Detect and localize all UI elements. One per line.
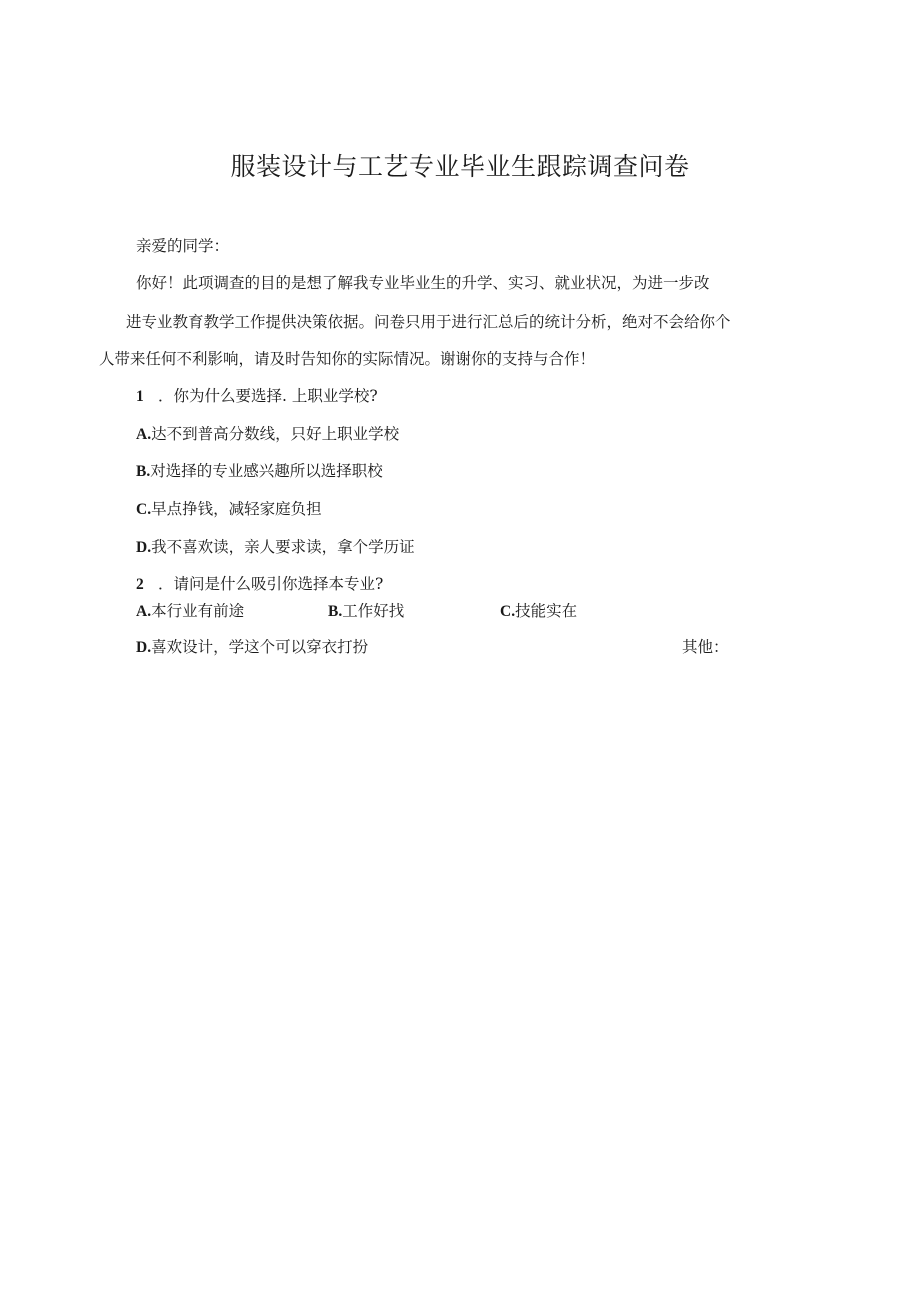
page-title: 服装设计与工艺专业毕业生跟踪调查问卷 xyxy=(230,152,690,181)
option-text: 早点挣钱，减轻家庭负担 xyxy=(151,500,322,518)
question-1 xyxy=(136,386,378,407)
question-1-option-a[interactable] xyxy=(136,424,399,445)
intro-line-1: 你好！此项调查的目的是想了解我专业毕业生的升学、实习、就业状况，为进一步改 xyxy=(136,274,710,292)
intro-line-2: 进专业教育教学工作提供决策依据。问卷只用于进行汇总后的统计分析，绝对不会给你个 xyxy=(126,313,731,331)
option-letter: C. xyxy=(500,603,516,620)
option-letter: A. xyxy=(136,603,152,620)
intro-line-3: 人带来任何不利影响，请及时告知你的实际情况。谢谢你的支持与合作！ xyxy=(99,350,596,368)
option-text: 工作好找 xyxy=(342,602,405,620)
question-2-other-field[interactable]: 其他： xyxy=(682,638,729,656)
question-2-option-c[interactable] xyxy=(500,601,577,622)
option-letter: C. xyxy=(136,501,152,518)
question-1-number: 1 xyxy=(136,388,144,405)
question-1-option-d[interactable] xyxy=(136,537,415,558)
question-1-option-c[interactable] xyxy=(136,499,322,520)
question-2-option-b[interactable] xyxy=(328,601,404,622)
option-text: 达不到普高分数线，只好上职业学校 xyxy=(151,425,400,443)
option-letter: A. xyxy=(136,426,152,443)
question-2 xyxy=(136,574,383,595)
option-letter: B. xyxy=(136,463,151,480)
option-letter: B. xyxy=(328,603,343,620)
option-text: 技能实在 xyxy=(515,602,578,620)
option-text: 对选择的专业感兴趣所以选择职校 xyxy=(150,462,383,480)
greeting: 亲爱的同学： xyxy=(136,237,230,255)
question-2-text: ．请问是什么吸引你选择本专业? xyxy=(158,575,384,593)
question-2-number: 2 xyxy=(136,576,144,593)
option-text: 本行业有前途 xyxy=(151,602,245,620)
question-2-option-a[interactable] xyxy=(136,601,244,622)
question-1-option-b[interactable] xyxy=(136,461,383,482)
option-letter: D. xyxy=(136,539,152,556)
question-1-text: ．你为什么要选择. 上职业学校? xyxy=(158,387,378,405)
question-2-option-d[interactable] xyxy=(136,637,368,658)
option-letter: D. xyxy=(136,639,152,656)
option-text: 喜欢设计，学这个可以穿衣打扮 xyxy=(151,638,369,656)
option-text: 我不喜欢读，亲人要求读，拿个学历证 xyxy=(151,538,415,556)
